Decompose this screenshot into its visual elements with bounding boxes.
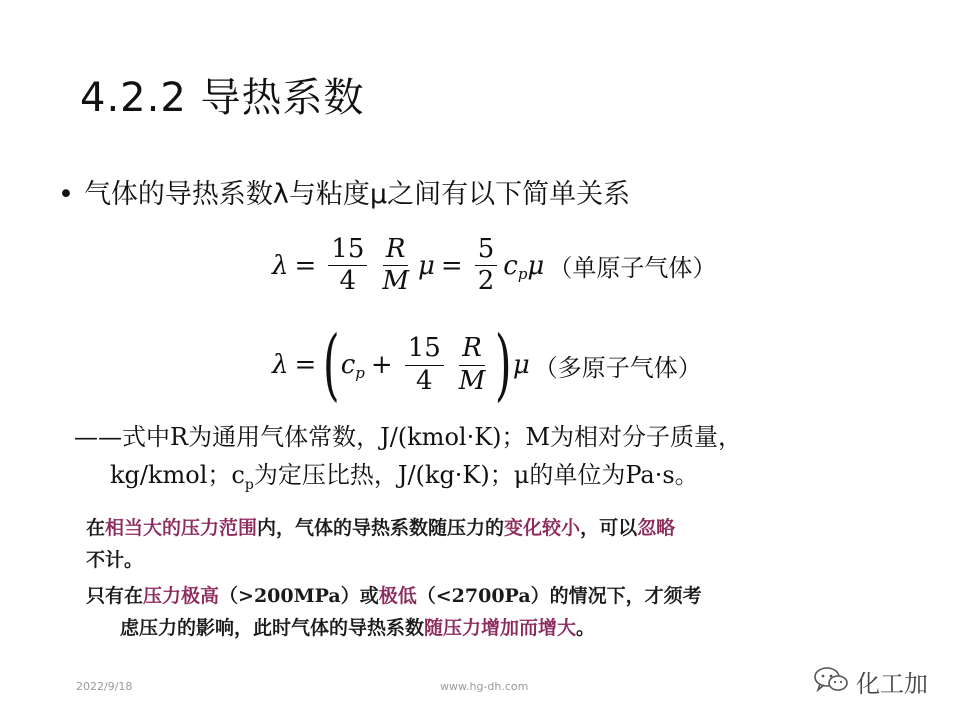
cp-subscript: p xyxy=(355,364,365,382)
description-line-1: ——式中R为通用气体常数，J/(kmol·K)；M为相对分子质量， xyxy=(74,423,743,451)
cp-symbol: c xyxy=(503,250,518,281)
slide-title: 4.2.2 导热系数 xyxy=(80,75,365,121)
bullet-text: 气体的导热系数λ与粘度μ之间有以下简单关系 xyxy=(83,179,631,210)
remark-text: 不计。 xyxy=(86,549,144,571)
lambda-symbol: λ xyxy=(272,350,289,380)
bullet-marker: • xyxy=(58,179,74,210)
description-text: 为定压比热，J/(kg·K)；μ的单位为Pa·s。 xyxy=(253,461,699,489)
wechat-icon xyxy=(812,665,850,699)
equals-sign: = xyxy=(440,250,463,281)
highlight-text: 变化较小 xyxy=(504,517,581,539)
remark-text: 虑压力的影响，此时气体的导热系数 xyxy=(120,617,425,639)
footer-url: www.hg-dh.com xyxy=(440,680,529,693)
fraction-15-4 xyxy=(405,335,444,395)
remark-text: ，可以 xyxy=(580,517,638,539)
highlight-text: 极低 xyxy=(378,585,417,607)
remark-text: 内，气体的导热系数随压力的 xyxy=(257,517,505,539)
variable-description xyxy=(74,418,934,504)
remark-extreme-pressure xyxy=(86,580,926,644)
denominator: M xyxy=(382,266,409,297)
fraction-5-2 xyxy=(475,236,498,296)
equals-sign: = xyxy=(294,250,317,281)
numerator: R xyxy=(459,335,485,365)
numerator: 15 xyxy=(405,335,444,365)
equation-polyatomic xyxy=(272,320,702,410)
lambda-symbol: λ xyxy=(272,250,289,281)
footer-date: 2022/9/18 xyxy=(76,680,133,693)
denominator: M xyxy=(458,365,486,396)
left-paren: ( xyxy=(323,320,340,410)
mu-symbol: μ xyxy=(512,350,530,380)
highlight-text: 压力极高 xyxy=(143,585,220,607)
fraction-r-m xyxy=(379,236,412,296)
highlight-text: 忽略 xyxy=(637,517,676,539)
watermark-brand: 化工加 xyxy=(856,670,928,698)
fraction-15-4 xyxy=(328,236,367,296)
description-line-2 xyxy=(74,456,934,504)
watermark xyxy=(812,664,928,699)
remark-text: （>200MPa）或 xyxy=(219,585,379,607)
right-paren: ) xyxy=(495,320,512,410)
mu-symbol: μ xyxy=(418,250,435,281)
remark-text: 在 xyxy=(86,517,106,539)
cp-symbol: c xyxy=(340,350,356,380)
highlight-text: 随压力增加而增大 xyxy=(424,617,577,639)
remark-text: （<2700Pa）的情况下，才须考 xyxy=(416,585,702,607)
mu-symbol: μ xyxy=(527,250,545,281)
numerator: R xyxy=(383,236,409,266)
description-text: kg/kmol；c xyxy=(110,461,245,489)
cp-subscript: p xyxy=(244,476,254,493)
equation-note: （多原子气体） xyxy=(533,353,702,382)
plus-sign: + xyxy=(370,350,393,380)
bullet-item xyxy=(58,172,630,211)
denominator: 4 xyxy=(415,365,433,396)
denominator: 4 xyxy=(339,266,357,297)
numerator: 15 xyxy=(328,236,367,266)
equation-monatomic xyxy=(272,236,716,296)
remark-text: 只有在 xyxy=(86,585,144,607)
highlight-text: 相当大的压力范围 xyxy=(105,517,258,539)
fraction-r-m xyxy=(456,335,489,395)
cp-subscript: p xyxy=(517,264,528,283)
numerator: 5 xyxy=(475,236,498,266)
remark-text: 。 xyxy=(576,617,596,639)
denominator: 2 xyxy=(477,266,495,297)
equation-note: （单原子气体） xyxy=(548,254,717,283)
remark-pressure-range xyxy=(86,512,926,576)
equals-sign: = xyxy=(294,350,317,380)
